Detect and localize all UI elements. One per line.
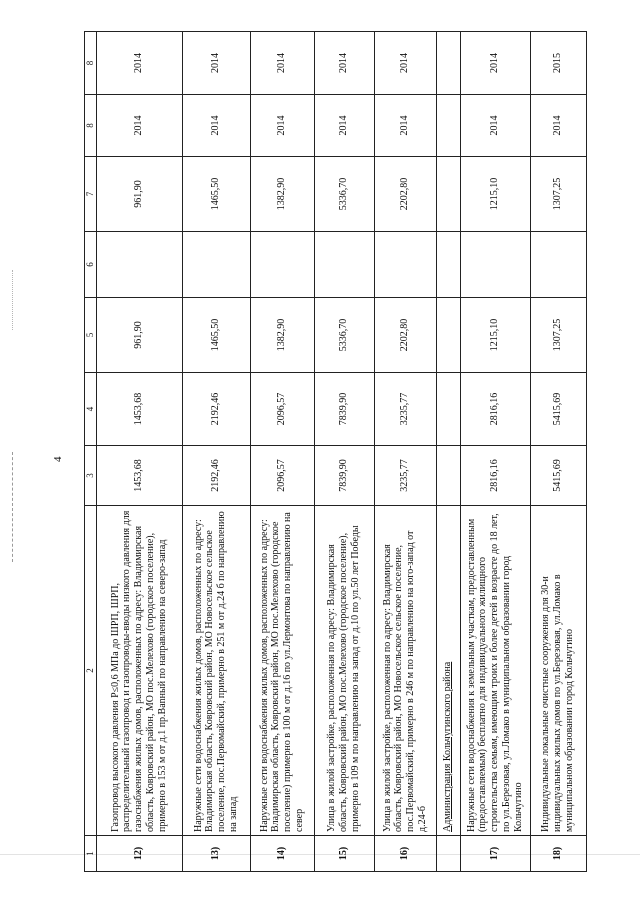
value-col6 [96,232,182,298]
investment-objects-table [84,31,587,872]
object-description: Наружные сети водоснабжения к земельным участкам, предоставленным (предоставляемым) бесплатно для индивидуального жилищного строительства семьям, имеющим троих и более детей в возрасте до 18 лет, по ул.Березовая, ул.Ломако в муниципальном образовании город Кольчугино [460,506,530,836]
empty-cell [436,157,460,232]
value-col6 [182,232,250,298]
value-col5: 1215,10 [460,298,530,373]
value-col6 [460,232,530,298]
year-col8b: 2014 [314,32,374,95]
scan-margin-mark [12,452,16,562]
year-col8: 2014 [530,95,586,157]
col-header: 7 [85,157,97,232]
object-description: Наружные сети водоснабжения жилых домов, расположенных по адресу: Владимирская область, Ковровский район, МО пос.Мелехово (городское поселение) примерно в 100 м от д.16 по ул.Лермонтова по направлению на север [250,506,314,836]
value-col6 [374,232,436,298]
table-row [460,32,530,872]
year-col8b: 2014 [96,32,182,95]
year-col8b: 2015 [530,32,586,95]
value-col3: 5415,69 [530,446,586,506]
row-number: 15) [314,836,374,872]
col-header: 6 [85,232,97,298]
value-col7: 1215,10 [460,157,530,232]
section-num-cell [436,836,460,872]
object-description: Улица в жилой застройке, расположенная по адресу: Владимирская область, Ковровский район, МО пос.Мелехово (городское поселение), примерно в 109 м по направлению на запад от д.10 по ул.50 лет Победы [314,506,374,836]
section-row [436,32,460,872]
row-number: 18) [530,836,586,872]
year-col8b: 2014 [250,32,314,95]
object-description: Наружные сети водоснабжения жилых домов, расположенных по адресу: Владимирская область, Ковровский район, МО Новосельское сельское поселение, пос.Первомайский, примерно в 251 м от д.24 б по направлению на запад [182,506,250,836]
page-number: 4 [52,456,64,462]
table-row [530,32,586,872]
col-header: 8 [85,32,97,95]
value-col3: 2096,57 [250,446,314,506]
year-col8: 2014 [96,95,182,157]
value-col7: 961,90 [96,157,182,232]
row-number: 12) [96,836,182,872]
value-col4: 2096,57 [250,373,314,446]
rotated-document-page [84,32,620,872]
value-col3: 7839,90 [314,446,374,506]
value-col5: 1465,50 [182,298,250,373]
value-col7: 1307,25 [530,157,586,232]
col-header: 2 [85,506,97,836]
value-col6 [250,232,314,298]
empty-cell [436,446,460,506]
row-number: 13) [182,836,250,872]
value-col4: 2816,16 [460,373,530,446]
row-number: 17) [460,836,530,872]
value-col7: 2202,80 [374,157,436,232]
table-row [374,32,436,872]
value-col3: 2816,16 [460,446,530,506]
empty-cell [436,373,460,446]
table-row [250,32,314,872]
col-header: 3 [85,446,97,506]
table-row [182,32,250,872]
column-number-header [85,32,97,872]
value-col6 [530,232,586,298]
object-description: Индивидуальные локальные очистные сооружения для 30-и индивидуальных жилых домов по ул.Березовая, ул.Ломако в муниципальном образовании город Кольчугино [530,506,586,836]
scan-margin-mark [12,270,14,330]
row-number: 16) [374,836,436,872]
empty-cell [436,232,460,298]
object-description: Газопровод высокого давления Р≤0,6 МПа до ШРП, ШРП, распределительный газопровод и газопроводы-вводы низкого давления для газоснабжения жилых домов, расположенных по адресу: Владимирская область, Ковровский район, МО пос.Мелехово (городское поселение), примерно в 153 м от д.1 пр.Banный по направлению на северо-запад [96,506,182,836]
year-col8: 2014 [374,95,436,157]
value-col3: 3235,77 [374,446,436,506]
value-col3: 1453,68 [96,446,182,506]
col-header: 1 [85,836,97,872]
table-row [314,32,374,872]
col-header: 4 [85,373,97,446]
value-col5: 1307,25 [530,298,586,373]
value-col7: 1465,50 [182,157,250,232]
value-col4: 1453,68 [96,373,182,446]
object-description: Улица в жилой застройке, расположенная по адресу: Владимирская область, Ковровский район, МО Новосельское сельское поселение, пос.Первомайский, примерно в 246 м по направлению на юго-запад от д.24-б [374,506,436,836]
table-row [96,32,182,872]
value-col6 [314,232,374,298]
value-col4: 7839,90 [314,373,374,446]
year-col8b: 2014 [460,32,530,95]
value-col5: 5336,70 [314,298,374,373]
value-col7: 5336,70 [314,157,374,232]
value-col7: 1382,90 [250,157,314,232]
value-col5: 1382,90 [250,298,314,373]
value-col3: 2192,46 [182,446,250,506]
year-col8: 2014 [250,95,314,157]
year-col8b: 2014 [374,32,436,95]
col-header: 8 [85,95,97,157]
value-col5: 2202,80 [374,298,436,373]
year-col8: 2014 [314,95,374,157]
value-col4: 5415,69 [530,373,586,446]
value-col4: 2192,46 [182,373,250,446]
value-col5: 961,90 [96,298,182,373]
row-number: 14) [250,836,314,872]
section-title: Администрация Кольчугинского района [436,506,460,836]
value-col4: 3235,77 [374,373,436,446]
col-header: 5 [85,298,97,373]
year-col8: 2014 [182,95,250,157]
year-col8b: 2014 [182,32,250,95]
empty-cell [436,298,460,373]
year-col8: 2014 [460,95,530,157]
empty-cell [436,32,460,95]
empty-cell [436,95,460,157]
